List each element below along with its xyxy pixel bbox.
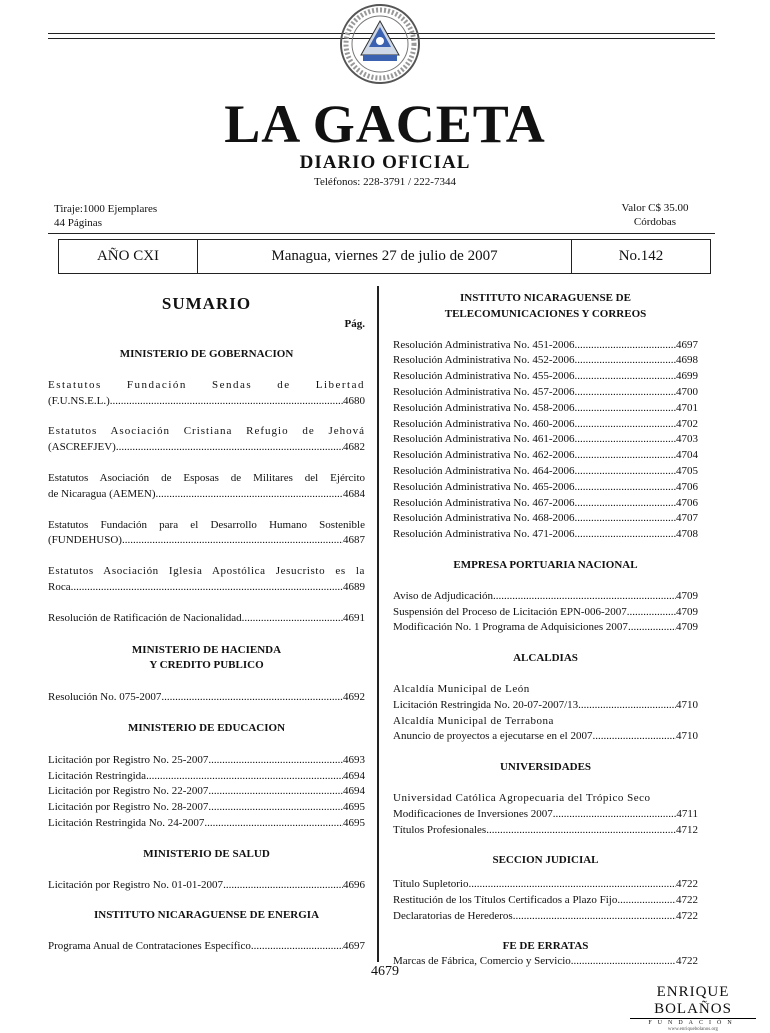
- toc-entry-text: Resolución Administrativa No. 467-2006: [393, 496, 575, 509]
- toc-page-number: 4693: [343, 753, 365, 766]
- toc-entry-text: Resolución Administrativa No. 457-2006: [393, 385, 575, 398]
- section-heading-erratas: FE DE ERRATAS: [502, 939, 589, 952]
- tiraje-text: Tiraje:1000 Ejemplares: [54, 203, 158, 215]
- toc-entry-text: Resolución Administrativa No. 451-2006: [393, 338, 575, 351]
- toc-entry-text: Resolución de Ratificación de Nacionalidad: [48, 611, 242, 624]
- toc-entry[interactable]: [393, 589, 698, 605]
- toc-entry[interactable]: [393, 385, 698, 401]
- toc-page-number: 4687: [343, 534, 365, 547]
- toc-entry-text: Resolución Administrativa No. 465-2006: [393, 480, 575, 493]
- newspaper-subtitle: DIARIO OFICIAL: [299, 152, 471, 173]
- toc-entry-text: Títulos Profesionales: [393, 823, 487, 836]
- toc-entry-text: Marcas de Fábrica, Comercio y Servicio: [393, 955, 571, 968]
- section-heading-salud: MINISTERIO DE SALUD: [143, 847, 270, 860]
- toc-entry-fundehuso[interactable]: [48, 518, 365, 550]
- toc-page-number: 4722: [676, 893, 698, 906]
- toc-entry[interactable]: [393, 369, 698, 385]
- toc-entry-text: Licitación Restringida No. 20-07-2007/13: [393, 698, 579, 711]
- toc-entry-ascrefjev[interactable]: [48, 424, 365, 456]
- toc-entry[interactable]: [393, 401, 698, 417]
- toc-entry[interactable]: [393, 464, 698, 480]
- toc-list-telcor: [393, 338, 698, 543]
- section-heading-hacienda: [48, 643, 365, 675]
- toc-entry-text: Suspensión del Proceso de Licitación EPN-006-2007: [393, 605, 627, 618]
- year-box: AÑO CXI: [58, 239, 198, 274]
- toc-page-number: 4705: [676, 464, 698, 477]
- fundacion-logo: [630, 984, 756, 1032]
- toc-page-number: 4709: [676, 621, 698, 634]
- toc-entry[interactable]: [393, 338, 698, 354]
- toc-entry-text: Licitación por Registro No. 01-01-2007: [48, 878, 224, 891]
- toc-page-number: 4697: [676, 338, 698, 351]
- toc-page-number: 4709: [676, 589, 698, 602]
- toc-entry-text: Estatutos Asociación Cristiana Refugio de Jehová: [48, 425, 365, 438]
- toc-entry-text: Resolución Administrativa No. 468-2006: [393, 512, 575, 525]
- date-box: Managua, viernes 27 de julio de 2007: [197, 239, 572, 274]
- toc-page-number: 4722: [676, 909, 698, 922]
- toc-page-number: 4722: [676, 878, 698, 891]
- section-heading-portuaria: EMPRESA PORTUARIA NACIONAL: [453, 558, 638, 571]
- toc-page-number: 4710: [676, 730, 698, 743]
- section-heading-judicial: SECCION JUDICIAL: [492, 854, 599, 867]
- right-column: [393, 291, 698, 970]
- toc-entry-text: Resolución Administrativa No. 462-2006: [393, 449, 575, 462]
- toc-entry-text: (F.U.NS.E.L.): [48, 394, 110, 407]
- toc-entry[interactable]: [48, 769, 365, 785]
- newspaper-title: LA GACETA: [224, 94, 546, 154]
- toc-list-alcaldias: [393, 682, 698, 745]
- heading-line: INSTITUTO NICARAGUENSE DE: [460, 292, 631, 304]
- toc-entry-text: Licitación por Registro No. 22-2007: [48, 785, 209, 798]
- toc-entry-text: de Nicaragua (AEMEN): [48, 487, 156, 500]
- toc-page-number: 4691: [343, 611, 365, 624]
- toc-list-portuaria: [393, 589, 698, 636]
- logo-name: ENRIQUE BOLAÑOS: [630, 984, 756, 1019]
- toc-entry-resolucion-075[interactable]: [48, 690, 365, 706]
- toc-entry-text: Resolución Administrativa No. 461-2006: [393, 433, 575, 446]
- toc-entry[interactable]: [393, 527, 698, 543]
- toc-page-number: 4695: [343, 801, 365, 814]
- toc-entry-text: Estatutos Fundación para el Desarrollo Humano Sostenible: [48, 518, 365, 531]
- toc-entry-text: Declaratorias de Herederos: [393, 909, 513, 922]
- toc-entry-label: Alcaldía Municipal de Terrabona: [393, 714, 554, 727]
- toc-entry[interactable]: [48, 800, 365, 816]
- toc-entry-text: Resolución Administrativa No. 452-2006: [393, 354, 575, 367]
- toc-page-number: 4706: [676, 496, 698, 509]
- heading-line: MINISTERIO DE HACIENDA: [131, 643, 282, 656]
- toc-page-number: 4692: [343, 691, 365, 704]
- toc-entry-text: Modificaciones de Inversiones 2007: [393, 807, 553, 820]
- toc-entry-text: Aviso de Adjudicación: [393, 589, 493, 602]
- toc-entry-text: Licitación por Registro No. 25-2007: [48, 753, 209, 766]
- toc-page-number: 4702: [676, 417, 698, 430]
- toc-entry-text: Licitación Restringida No. 24-2007: [48, 816, 205, 829]
- toc-entry[interactable]: [48, 753, 365, 769]
- toc-page-number: 4689: [343, 580, 365, 593]
- left-column: [48, 292, 365, 955]
- price: [600, 201, 710, 229]
- toc-page-number: 4695: [343, 816, 365, 829]
- toc-entry-text: Resolución Administrativa No. 455-2006: [393, 370, 575, 383]
- toc-entry-text: (FUNDEHUSO): [48, 534, 122, 547]
- toc-entry[interactable]: [393, 893, 698, 909]
- price-value: Valor C$ 35.00: [621, 202, 689, 214]
- toc-entry-label: Alcaldía Municipal de León: [393, 682, 530, 695]
- section-heading-telcor: [393, 291, 698, 323]
- toc-page-number: 4700: [676, 385, 698, 398]
- toc-entry[interactable]: [393, 417, 698, 433]
- logo-subtitle: FUNDACIÓN: [648, 1020, 738, 1026]
- pag-label: Pág.: [344, 318, 365, 330]
- logo-url: www.enriquebolanos.org: [667, 1027, 719, 1032]
- toc-entry[interactable]: [393, 698, 698, 714]
- toc-page-number: 4682: [343, 441, 365, 454]
- toc-entry[interactable]: [393, 605, 698, 621]
- toc-entry-text: Título Supletorio: [393, 878, 469, 891]
- section-heading-universidades: UNIVERSIDADES: [499, 761, 592, 774]
- toc-entry[interactable]: [393, 877, 698, 893]
- heading-line: TELECOMUNICACIONES Y CORREOS: [444, 307, 647, 320]
- toc-entry-salud[interactable]: [48, 878, 365, 894]
- toc-entry-text: (ASCREFJEV): [48, 441, 116, 454]
- toc-entry-text: Resolución Administrativa No. 458-2006: [393, 401, 575, 414]
- toc-list-educacion: [48, 753, 365, 832]
- toc-entry[interactable]: [393, 620, 698, 636]
- price-currency: Córdobas: [633, 216, 677, 228]
- toc-page-number: 4712: [676, 823, 698, 836]
- toc-entry[interactable]: [48, 784, 365, 800]
- toc-entry-text: Roca: [48, 580, 71, 593]
- toc-entry[interactable]: [393, 729, 698, 745]
- toc-list-judicial: [393, 877, 698, 924]
- issue-number-box: No.142: [571, 239, 711, 274]
- coat-of-arms-seal: [339, 3, 421, 85]
- toc-entry[interactable]: [393, 448, 698, 464]
- toc-entry[interactable]: [393, 511, 698, 527]
- toc-entry-text: Resolución Administrativa No. 460-2006: [393, 417, 575, 430]
- toc-entry-text: Estatutos Asociación de Esposas de Militares del Ejército: [48, 471, 365, 484]
- toc-page-number: 4703: [676, 433, 698, 446]
- toc-entry-text: Resolución Administrativa No. 471-2006: [393, 528, 575, 541]
- toc-entry[interactable]: [393, 353, 698, 369]
- toc-page-number: 4722: [676, 955, 698, 968]
- section-heading-energia: INSTITUTO NICARAGUENSE DE ENERGIA: [93, 909, 320, 922]
- toc-entry-iglesia[interactable]: [48, 564, 365, 596]
- page-number: 4679: [371, 964, 399, 979]
- toc-entry[interactable]: [393, 823, 698, 839]
- toc-entry-text: Anuncio de proyectos a ejecutarse en el 2007: [393, 730, 593, 743]
- toc-entry[interactable]: [393, 807, 698, 823]
- toc-entry-text: Licitación Restringida: [48, 769, 147, 782]
- toc-entry-label: Universidad Católica Agropecuaria del Trópico Seco: [393, 791, 651, 804]
- column-divider: [377, 286, 379, 962]
- toc-page-number: 4709: [676, 605, 698, 618]
- toc-entry-text: Modificación No. 1 Programa de Adquisiciones 2007: [393, 621, 628, 634]
- heading-line: Y CREDITO PUBLICO: [149, 659, 264, 672]
- print-run: [54, 202, 157, 230]
- toc-entry-aemen[interactable]: [48, 471, 365, 503]
- toc-page-number: 4708: [676, 528, 698, 541]
- toc-page-number: 4684: [343, 487, 365, 500]
- section-heading-gobernacion: MINISTERIO DE GOBERNACION: [119, 348, 294, 360]
- phone-numbers: Teléfonos: 228-3791 / 222-7344: [314, 176, 456, 188]
- toc-entry[interactable]: [393, 432, 698, 448]
- toc-page-number: 4680: [343, 394, 365, 407]
- toc-list-universidades: [393, 791, 698, 838]
- toc-entry-text: Licitación por Registro No. 28-2007: [48, 801, 209, 814]
- toc-entry-text: Resolución Administrativa No. 464-2006: [393, 464, 575, 477]
- pages-count: 44 Páginas: [54, 217, 102, 229]
- toc-page-number: 4710: [676, 698, 698, 711]
- toc-entry-text: Estatutos Asociación Iglesia Apostólica Jesucristo es la: [48, 565, 365, 578]
- toc-entry[interactable]: [393, 480, 698, 496]
- toc-page-number: 4694: [343, 785, 365, 798]
- toc-entry-text: Resolución No. 075-2007.: [48, 691, 165, 704]
- toc-page-number: 4704: [676, 449, 698, 462]
- toc-page-number: 4697: [343, 940, 365, 953]
- toc-entry[interactable]: [48, 816, 365, 832]
- toc-page-number: 4698: [676, 354, 698, 367]
- toc-page-number: 4711: [676, 807, 698, 820]
- toc-page-number: 4696: [343, 878, 365, 891]
- toc-entry-text: Estatutos Fundación Sendas de Libertad: [48, 378, 365, 391]
- toc-entry-energia[interactable]: [48, 939, 365, 955]
- toc-page-number: 4701: [676, 401, 698, 414]
- toc-entry-nacionalidad[interactable]: [48, 611, 365, 627]
- toc-page-number: 4699: [676, 370, 698, 383]
- toc-page-number: 4707: [676, 512, 698, 525]
- section-heading-educacion: MINISTERIO DE EDUCACION: [127, 721, 286, 734]
- toc-page-number: 4694: [343, 769, 365, 782]
- sumario-title: SUMARIO: [161, 294, 252, 313]
- toc-entry-text: Restitución de los Títulos Certificados a Plazo Fijo: [393, 893, 618, 906]
- section-heading-alcaldias: ALCALDIAS: [513, 652, 578, 665]
- toc-entry[interactable]: [393, 496, 698, 512]
- toc-entry[interactable]: [393, 909, 698, 925]
- toc-entry-funsel[interactable]: [48, 378, 365, 410]
- toc-page-number: 4706: [676, 480, 698, 493]
- header-rule: [48, 233, 715, 234]
- toc-entry-text: Programa Anual de Contrataciones Específico: [48, 940, 251, 953]
